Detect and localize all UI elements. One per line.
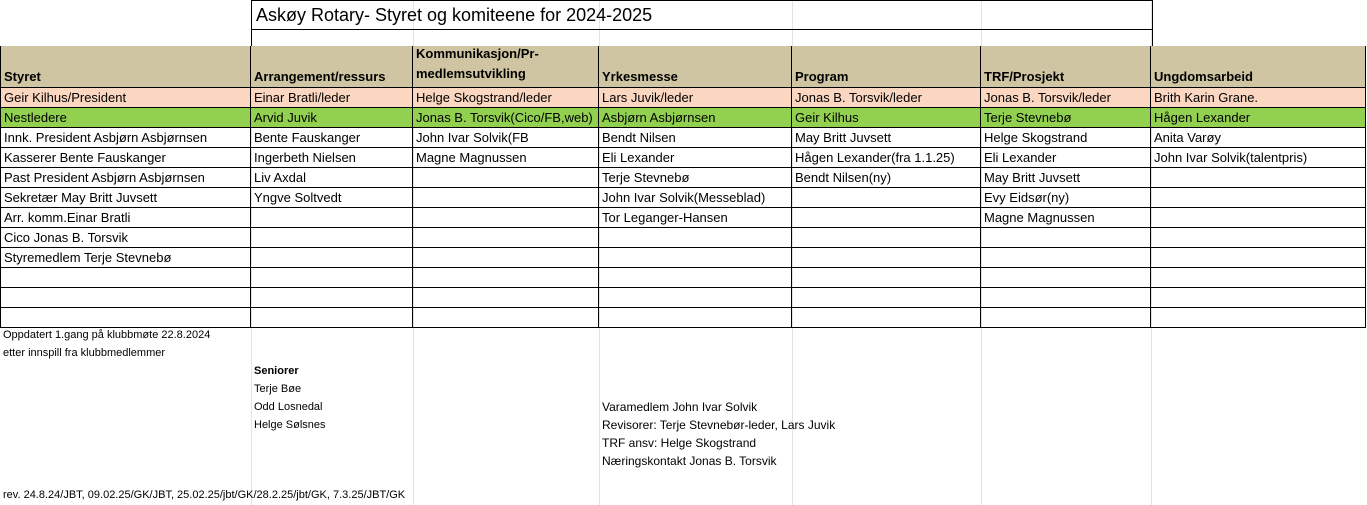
table-cell[interactable] xyxy=(1151,268,1366,288)
table-cell[interactable]: Tor Leganger-Hansen xyxy=(599,208,792,228)
table-cell[interactable]: Brith Karin Grane. xyxy=(1151,88,1366,108)
sheet-title[interactable]: Askøy Rotary- Styret og komiteene for 2024-2025 xyxy=(251,0,1153,30)
table-cell[interactable] xyxy=(981,288,1151,308)
table-cell[interactable]: Magne Magnussen xyxy=(413,148,599,168)
table-cell[interactable] xyxy=(251,288,413,308)
table-cell[interactable] xyxy=(413,188,599,208)
table-cell[interactable] xyxy=(0,308,251,328)
table-cell[interactable] xyxy=(599,288,792,308)
role-line[interactable]: Revisorer: Terje Stevnebør-leder, Lars Juvik xyxy=(602,418,836,432)
revision-note[interactable]: rev. 24.8.24/JBT, 09.02.25/GK/JBT, 25.02.25/jbt/GK/28.2.25/jbt/GK, 7.3.25/JBT/GK xyxy=(3,489,406,501)
header-trf-prosjekt[interactable]: TRF/Prosjekt xyxy=(981,46,1151,88)
table-cell[interactable] xyxy=(792,208,981,228)
table-cell[interactable]: Geir Kilhus/President xyxy=(0,88,251,108)
table-cell[interactable] xyxy=(1151,308,1366,328)
table-row xyxy=(0,128,1366,148)
table-cell[interactable]: Helge Skogstrand/leder xyxy=(413,88,599,108)
table-cell[interactable] xyxy=(413,208,599,228)
table-cell[interactable] xyxy=(1151,288,1366,308)
header-ungdomsarbeid[interactable]: Ungdomsarbeid xyxy=(1151,46,1366,88)
updated-note-line2[interactable]: etter innspill fra klubbmedlemmer xyxy=(3,347,166,359)
table-cell[interactable] xyxy=(413,228,599,248)
table-cell[interactable]: Sekretær May Britt Juvsett xyxy=(0,188,251,208)
table-cell[interactable] xyxy=(413,288,599,308)
table-cell[interactable]: Lars Juvik/leder xyxy=(599,88,792,108)
table-cell[interactable]: Styremedlem Terje Stevnebø xyxy=(0,248,251,268)
table-cell[interactable]: John Ivar Solvik(FB xyxy=(413,128,599,148)
table-cell[interactable] xyxy=(0,288,251,308)
table-row xyxy=(0,228,1366,248)
role-line[interactable]: Næringskontakt Jonas B. Torsvik xyxy=(602,454,777,468)
table-cell[interactable] xyxy=(599,228,792,248)
header-row xyxy=(0,46,1366,88)
table-cell[interactable] xyxy=(981,228,1151,248)
table-cell[interactable]: May Britt Juvsett xyxy=(792,128,981,148)
header-program[interactable]: Program xyxy=(792,46,981,88)
table-row xyxy=(0,308,1366,328)
table-cell[interactable] xyxy=(792,228,981,248)
header-styret[interactable]: Styret xyxy=(0,46,251,88)
table-cell[interactable]: Evy Eidsør(ny) xyxy=(981,188,1151,208)
role-line[interactable]: TRF ansv: Helge Skogstrand xyxy=(602,436,757,450)
table-cell[interactable] xyxy=(0,268,251,288)
header-kommunikasjon[interactable]: Kommunikasjon/Pr-medlemsutvikling xyxy=(413,46,599,88)
table-cell[interactable]: Jonas B. Torsvik/leder xyxy=(981,88,1151,108)
table-row xyxy=(0,188,1366,208)
table-cell[interactable] xyxy=(1151,248,1366,268)
table-cell[interactable] xyxy=(599,308,792,328)
table-cell[interactable] xyxy=(413,248,599,268)
table-cell[interactable] xyxy=(251,228,413,248)
table-cell[interactable] xyxy=(981,308,1151,328)
table-cell[interactable] xyxy=(413,308,599,328)
table-cell[interactable]: Bente Fauskanger xyxy=(251,128,413,148)
table-cell[interactable] xyxy=(792,188,981,208)
table-cell[interactable]: John Ivar Solvik(Messeblad) xyxy=(599,188,792,208)
table-cell[interactable]: Anita Varøy xyxy=(1151,128,1366,148)
table-row xyxy=(0,168,1366,188)
table-row xyxy=(0,148,1366,168)
table-cell[interactable]: Eli Lexander xyxy=(599,148,792,168)
table-cell[interactable]: Magne Magnussen xyxy=(981,208,1151,228)
table-cell[interactable]: Eli Lexander xyxy=(981,148,1151,168)
deputies-row xyxy=(0,108,1366,128)
table-cell[interactable] xyxy=(792,248,981,268)
table-cell[interactable]: Cico Jonas B. Torsvik xyxy=(0,228,251,248)
seniors-heading[interactable]: Seniorer xyxy=(254,365,299,377)
table-cell[interactable]: Bendt Nilsen xyxy=(599,128,792,148)
table-cell[interactable]: Arr. komm.Einar Bratli xyxy=(0,208,251,228)
table-cell[interactable] xyxy=(251,248,413,268)
table-cell[interactable]: Jonas B. Torsvik/leder xyxy=(792,88,981,108)
table-cell[interactable] xyxy=(792,288,981,308)
table-cell[interactable]: Bendt Nilsen(ny) xyxy=(792,168,981,188)
table-cell[interactable] xyxy=(981,268,1151,288)
table-cell[interactable]: Hågen Lexander(fra 1.1.25) xyxy=(792,148,981,168)
table-cell[interactable] xyxy=(792,268,981,288)
table-row xyxy=(0,208,1366,228)
role-line[interactable]: Varamedlem John Ivar Solvik xyxy=(602,400,758,414)
table-cell[interactable] xyxy=(1151,188,1366,208)
table-cell[interactable] xyxy=(413,168,599,188)
header-yrkesmesse[interactable]: Yrkesmesse xyxy=(599,46,792,88)
table-cell[interactable]: Innk. President Asbjørn Asbjørnsen xyxy=(0,128,251,148)
table-cell[interactable]: Liv Axdal xyxy=(251,168,413,188)
table-cell[interactable]: Past President Asbjørn Asbjørnsen xyxy=(0,168,251,188)
table-cell[interactable]: Geir Kilhus xyxy=(792,108,981,128)
table-cell[interactable]: Arvid Juvik xyxy=(251,108,413,128)
table-cell[interactable]: Terje Stevnebø xyxy=(981,108,1151,128)
table-cell[interactable]: Asbjørn Asbjørnsen xyxy=(599,108,792,128)
table-cell[interactable] xyxy=(1151,228,1366,248)
table-cell[interactable] xyxy=(599,248,792,268)
table-cell[interactable]: John Ivar Solvik(talentpris) xyxy=(1151,148,1366,168)
table-cell[interactable] xyxy=(413,268,599,288)
table-cell[interactable]: Terje Stevnebø xyxy=(599,168,792,188)
updated-note-line1[interactable]: Oppdatert 1.gang på klubbmøte 22.8.2024 xyxy=(3,329,211,341)
leaders-row xyxy=(0,88,1366,108)
table-cell[interactable]: Helge Skogstrand xyxy=(981,128,1151,148)
table-cell[interactable]: Hågen Lexander xyxy=(1151,108,1366,128)
table-cell[interactable]: Yngve Soltvedt xyxy=(251,188,413,208)
table-cell[interactable] xyxy=(251,268,413,288)
senior-name[interactable]: Helge Sølsnes xyxy=(254,419,326,431)
title-spacer-cell[interactable] xyxy=(251,30,1153,46)
table-cell[interactable] xyxy=(251,208,413,228)
table-cell[interactable] xyxy=(251,308,413,328)
table-cell[interactable] xyxy=(599,268,792,288)
table-cell[interactable]: May Britt Juvsett xyxy=(981,168,1151,188)
table-cell[interactable] xyxy=(981,248,1151,268)
table-cell[interactable] xyxy=(1151,168,1366,188)
senior-name[interactable]: Odd Losnedal xyxy=(254,401,323,413)
table-cell[interactable]: Einar Bratli/leder xyxy=(251,88,413,108)
table-cell[interactable]: Ingerbeth Nielsen xyxy=(251,148,413,168)
table-cell[interactable] xyxy=(1151,208,1366,228)
table-cell[interactable]: Jonas B. Torsvik(Cico/FB,web) xyxy=(413,108,599,128)
table-cell[interactable]: Kasserer Bente Fauskanger xyxy=(0,148,251,168)
senior-name[interactable]: Terje Bøe xyxy=(254,383,302,395)
table-cell[interactable]: Nestledere xyxy=(0,108,251,128)
table-row xyxy=(0,288,1366,308)
table-cell[interactable] xyxy=(792,308,981,328)
table-row xyxy=(0,248,1366,268)
header-arrangement[interactable]: Arrangement/ressurs xyxy=(251,46,413,88)
table-row xyxy=(0,268,1366,288)
